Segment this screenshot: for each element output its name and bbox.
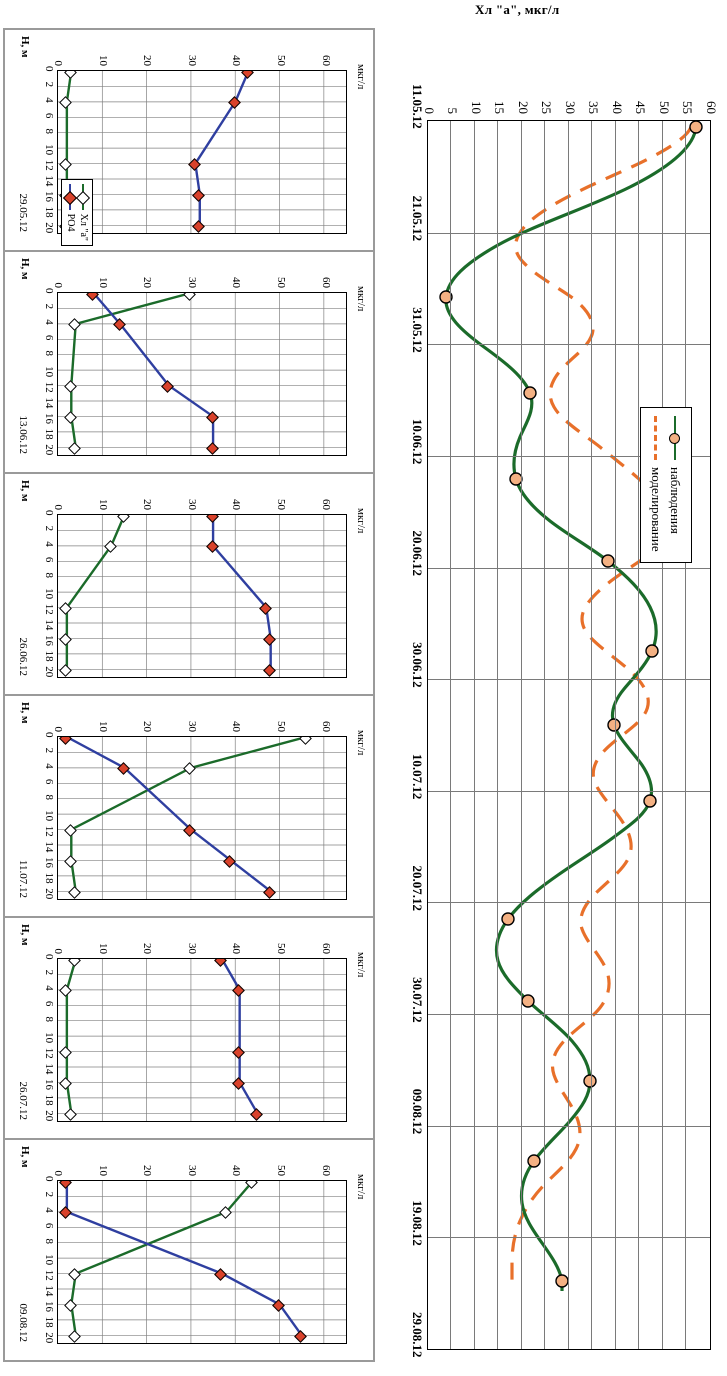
big-chart-x-tick: 21.05.12 <box>410 195 425 242</box>
profile-x-tick: 18 <box>43 650 55 662</box>
big-chart-y-tick: 35 <box>586 101 602 114</box>
big-chart-x-tick: 29.08.12 <box>410 1312 425 1358</box>
big-chart-y-tick: 5 <box>445 107 461 114</box>
profile-y-tick: 40 <box>230 1165 243 1176</box>
profile-y-tick: 40 <box>230 499 243 510</box>
profile-x-tick: 0 <box>43 288 55 294</box>
big-chart-y-tick: 25 <box>539 101 555 114</box>
profile-y-tick: 30 <box>185 55 198 66</box>
profile-y-tick: 0 <box>52 60 64 66</box>
profile-x-tick: 6 <box>43 556 55 563</box>
profile-x-tick: 20 <box>43 666 55 678</box>
legend-item-model <box>647 416 666 552</box>
depth-profile-panel <box>5 1140 373 1360</box>
profile-unit-label: мкг/л <box>355 286 367 312</box>
profile-x-tick: 4 <box>43 319 55 325</box>
profile-y-tick: 10 <box>96 499 109 510</box>
depth-profile-panel <box>5 30 373 252</box>
profile-x-tick: 20 <box>43 222 55 234</box>
profile-x-tick: 12 <box>43 603 55 615</box>
profile-x-tick: 14 <box>43 1063 55 1075</box>
profile-x-tick: 12 <box>43 159 55 171</box>
profile-date-label: 11.07.12 <box>17 859 29 898</box>
profile-y-tick: 10 <box>96 721 109 732</box>
profile-y-tick: 20 <box>141 1165 154 1176</box>
profile-x-tick-labels <box>39 510 55 678</box>
profile-x-tick: 2 <box>43 969 55 976</box>
profile-y-tick: 0 <box>52 282 64 288</box>
legend-observations-label: наблюдения <box>668 467 683 534</box>
profile-x-tick: 2 <box>43 1191 55 1198</box>
depth-profile-panel-strip <box>3 28 375 1362</box>
profile-x-tick: 2 <box>43 81 55 88</box>
profile-y-tick: 0 <box>52 948 64 954</box>
profile-x-tick: 12 <box>43 825 55 837</box>
big-chart-gridline-v <box>428 1126 710 1127</box>
big-chart-gridline-h <box>686 121 687 1349</box>
profile-y-tick: 30 <box>185 721 198 732</box>
big-chart-x-tick: 09.08.12 <box>410 1088 425 1135</box>
legend-po4-swatch-icon <box>66 184 75 210</box>
profile-y-tick: 20 <box>141 55 154 66</box>
profile-x-tick: 14 <box>43 1285 55 1297</box>
big-chart-gridline-v <box>428 344 710 345</box>
profile-x-tick: 4 <box>43 985 55 991</box>
profile-y-tick-labels <box>52 476 347 512</box>
legend-observations-swatch-icon <box>670 416 682 460</box>
big-chart-gridline-h <box>545 121 546 1349</box>
profile-x-tick: 4 <box>43 1207 55 1213</box>
profile-x-tick-labels <box>39 288 55 456</box>
profile-y-tick: 50 <box>275 721 288 732</box>
profile-y-tick: 30 <box>185 1165 198 1176</box>
big-chart-x-tick-labels <box>405 84 425 1358</box>
profile-y-tick: 30 <box>185 277 198 288</box>
profile-y-tick: 10 <box>96 1165 109 1176</box>
profile-unit-label: мкг/л <box>355 730 367 756</box>
series-model-line <box>512 127 691 1281</box>
profile-x-tick: 4 <box>43 763 55 769</box>
profile-y-tick: 60 <box>319 1165 332 1176</box>
profile-y-tick: 50 <box>275 1165 288 1176</box>
profile-y-tick-labels <box>52 920 347 956</box>
big-chart-gridline-h <box>521 121 522 1349</box>
profile-y-tick: 20 <box>141 277 154 288</box>
big-chart-y-tick: 15 <box>492 101 508 114</box>
big-chart-gridline-v <box>428 233 710 234</box>
profile-x-tick: 0 <box>43 66 55 72</box>
profile-x-tick: 6 <box>43 1222 55 1229</box>
profile-x-tick: 12 <box>43 1047 55 1059</box>
big-chart-y-tick: 10 <box>469 101 484 114</box>
profile-x-tick: 0 <box>43 1176 55 1182</box>
profile-unit-label: мкг/л <box>355 64 367 90</box>
big-chart-y-tick: 30 <box>563 101 578 114</box>
profile-y-tick-labels <box>52 1142 347 1178</box>
profile-x-axis-label: Н, м <box>19 702 31 724</box>
profile-x-tick: 0 <box>43 510 55 516</box>
profile-x-tick: 10 <box>43 1032 55 1044</box>
profile-unit-label: мкг/л <box>355 952 367 978</box>
big-chart-gridline-v <box>428 791 710 792</box>
big-chart-gridline-v <box>428 902 710 903</box>
profile-x-tick: 0 <box>43 954 55 960</box>
profile-x-tick: 20 <box>43 444 55 456</box>
profile-x-tick: 10 <box>43 588 55 600</box>
big-chart-gridline-v <box>428 1237 710 1238</box>
profile-x-tick: 20 <box>43 1110 55 1122</box>
depth-profile-panel <box>5 696 373 918</box>
profile-date-label: 13.06.12 <box>17 415 29 454</box>
profile-x-tick-labels <box>39 954 55 1122</box>
profile-y-tick: 40 <box>230 277 243 288</box>
legend-item-po4 <box>64 184 77 241</box>
profile-y-tick: 10 <box>96 55 109 66</box>
profile-y-tick-labels <box>52 254 347 290</box>
profile-x-axis-label: Н, м <box>19 36 31 58</box>
profile-x-tick: 6 <box>43 112 55 119</box>
big-chart-x-tick: 20.06.12 <box>410 530 425 577</box>
profile-x-tick: 16 <box>43 634 55 646</box>
profile-x-tick: 16 <box>43 1078 55 1090</box>
profile-x-tick: 14 <box>43 841 55 853</box>
profile-x-axis-label: Н, м <box>19 1146 31 1168</box>
profile-y-tick: 60 <box>319 499 332 510</box>
profile-y-tick: 60 <box>319 943 332 954</box>
big-chart-plot-area <box>427 120 711 1350</box>
profile-y-tick: 50 <box>275 943 288 954</box>
profile-x-axis-label: Н, м <box>19 924 31 946</box>
big-chart-gridline-h <box>474 121 475 1349</box>
big-chart-x-tick: 31.05.12 <box>410 307 425 353</box>
big-chart-x-tick: 19.08.12 <box>410 1200 425 1246</box>
depth-profile-panel <box>5 918 373 1140</box>
profile-x-tick: 16 <box>43 412 55 424</box>
profile-x-tick: 8 <box>43 1238 55 1244</box>
profile-y-tick: 20 <box>141 499 154 510</box>
profile-y-tick: 50 <box>275 55 288 66</box>
big-chart-gridline-h <box>662 121 663 1349</box>
big-chart-gridline-h <box>592 121 593 1349</box>
legend-item-chl <box>77 184 90 241</box>
profile-date-label: 29.05.12 <box>17 193 29 232</box>
profile-x-tick: 12 <box>43 381 55 393</box>
profile-unit-label: мкг/л <box>355 508 367 534</box>
profile-x-tick: 8 <box>43 128 55 134</box>
big-chart-gridline-v <box>428 679 710 680</box>
profile-y-tick: 60 <box>319 721 332 732</box>
profile-x-tick: 6 <box>43 1000 55 1007</box>
big-chart-x-tick: 20.07.12 <box>410 865 425 911</box>
profile-x-tick: 16 <box>43 1300 55 1312</box>
profile-x-tick: 4 <box>43 97 55 103</box>
big-chart-gridline-h <box>451 121 452 1349</box>
profile-x-tick: 0 <box>43 732 55 738</box>
profile-x-tick: 12 <box>43 1269 55 1281</box>
profile-x-tick: 2 <box>43 303 55 310</box>
legend-chl-label: Хл "а" <box>78 213 89 241</box>
chlorophyll-timeseries-chart <box>391 2 721 1358</box>
profile-x-tick: 14 <box>43 619 55 631</box>
depth-profile-panel <box>5 474 373 696</box>
profile-y-tick-labels <box>52 32 347 68</box>
profile-x-tick: 10 <box>43 144 55 156</box>
profile-y-tick: 0 <box>52 726 64 732</box>
profile-y-tick: 10 <box>96 277 109 288</box>
profile-x-tick: 14 <box>43 175 55 187</box>
profile-x-tick: 20 <box>43 888 55 900</box>
profile-x-tick: 2 <box>43 747 55 754</box>
depth-profile-panel <box>5 252 373 474</box>
profile-y-tick: 40 <box>230 721 243 732</box>
profile-y-tick: 20 <box>141 943 154 954</box>
profile-y-tick: 30 <box>185 943 198 954</box>
big-chart-y-tick: 40 <box>610 101 625 114</box>
legend-chl-swatch-icon <box>79 184 88 210</box>
profile-date-label: 26.06.12 <box>17 637 29 676</box>
profile-y-tick: 30 <box>185 499 198 510</box>
big-chart-gridline-h <box>568 121 569 1349</box>
profile-plot-area <box>57 958 347 1122</box>
profile-x-tick: 10 <box>43 1254 55 1266</box>
legend-item-observations <box>666 416 685 552</box>
big-chart-y-tick: 60 <box>704 101 719 114</box>
big-chart-x-tick: 11.05.12 <box>410 84 425 129</box>
profile-x-tick: 10 <box>43 366 55 378</box>
profile-x-tick: 18 <box>43 1094 55 1106</box>
profile-x-tick: 10 <box>43 810 55 822</box>
profile-y-tick: 40 <box>230 943 243 954</box>
big-chart-y-tick: 20 <box>516 101 531 114</box>
profile-x-tick: 4 <box>43 541 55 547</box>
profile-x-tick-labels <box>39 1176 55 1344</box>
legend-model-label: моделирование <box>649 467 664 552</box>
big-chart-y-tick: 55 <box>680 101 696 114</box>
profile-y-tick: 50 <box>275 277 288 288</box>
big-chart-gridline-v <box>428 568 710 569</box>
big-chart-gridline-v <box>428 1014 710 1015</box>
profile-x-tick: 8 <box>43 794 55 800</box>
profile-x-tick: 8 <box>43 1016 55 1022</box>
big-chart-gridline-h <box>498 121 499 1349</box>
profile-x-tick: 6 <box>43 334 55 341</box>
profile-x-tick: 16 <box>43 190 55 202</box>
profile-plot-area <box>57 514 347 678</box>
profile-y-tick: 60 <box>319 277 332 288</box>
profile-y-tick: 0 <box>52 1170 64 1176</box>
big-chart-gridline-h <box>615 121 616 1349</box>
big-chart-y-tick: 45 <box>633 101 649 114</box>
big-chart-x-tick: 30.07.12 <box>410 977 425 1023</box>
profile-y-tick: 40 <box>230 55 243 66</box>
profile-x-tick: 8 <box>43 572 55 578</box>
legend-model-swatch-icon <box>651 416 663 460</box>
profile-y-tick: 0 <box>52 504 64 510</box>
profile-y-tick: 60 <box>319 55 332 66</box>
profile-plot-area <box>57 1180 347 1344</box>
big-chart-y-tick-labels <box>422 68 719 114</box>
profile-x-tick: 16 <box>43 856 55 868</box>
profile-x-tick: 18 <box>43 206 55 218</box>
profile-x-tick-labels <box>39 66 55 234</box>
big-chart-y-tick: 0 <box>422 107 437 114</box>
big-chart-series-svg <box>428 121 710 1349</box>
profile-y-tick: 10 <box>96 943 109 954</box>
profile-x-tick: 6 <box>43 778 55 785</box>
profile-plot-area <box>57 292 347 456</box>
profile-x-tick: 14 <box>43 397 55 409</box>
profile-x-tick: 2 <box>43 525 55 532</box>
profile-y-tick: 20 <box>141 721 154 732</box>
profile-date-label: 26.07.12 <box>17 1081 29 1120</box>
profile-plot-area <box>57 736 347 900</box>
big-chart-y-tick: 50 <box>657 101 672 114</box>
big-chart-gridline-h <box>639 121 640 1349</box>
series-observations-line <box>446 127 696 1291</box>
profile-plot-area <box>57 70 347 234</box>
profile-y-tick: 50 <box>275 499 288 510</box>
big-chart-x-tick: 10.07.12 <box>410 753 425 800</box>
profile-x-tick: 20 <box>43 1332 55 1344</box>
big-chart-legend <box>640 407 692 563</box>
profile-x-axis-label: Н, м <box>19 258 31 280</box>
profile-unit-label: мкг/л <box>355 1174 367 1200</box>
profile-x-axis-label: Н, м <box>19 480 31 502</box>
big-chart-x-tick: 30.06.12 <box>410 642 425 688</box>
profile-x-tick: 18 <box>43 428 55 440</box>
profile-legend <box>61 179 93 246</box>
profile-x-tick: 8 <box>43 350 55 356</box>
profile-date-label: 09.08.12 <box>17 1303 29 1342</box>
profile-x-tick-labels <box>39 732 55 900</box>
big-chart-y-axis-label: Хл "а", мкг/л <box>475 2 560 17</box>
profile-x-tick: 18 <box>43 872 55 884</box>
profile-x-tick: 18 <box>43 1316 55 1328</box>
legend-po4-label: PO4 <box>65 213 76 232</box>
big-chart-x-tick: 10.06.12 <box>410 418 425 465</box>
profile-y-tick-labels <box>52 698 347 734</box>
